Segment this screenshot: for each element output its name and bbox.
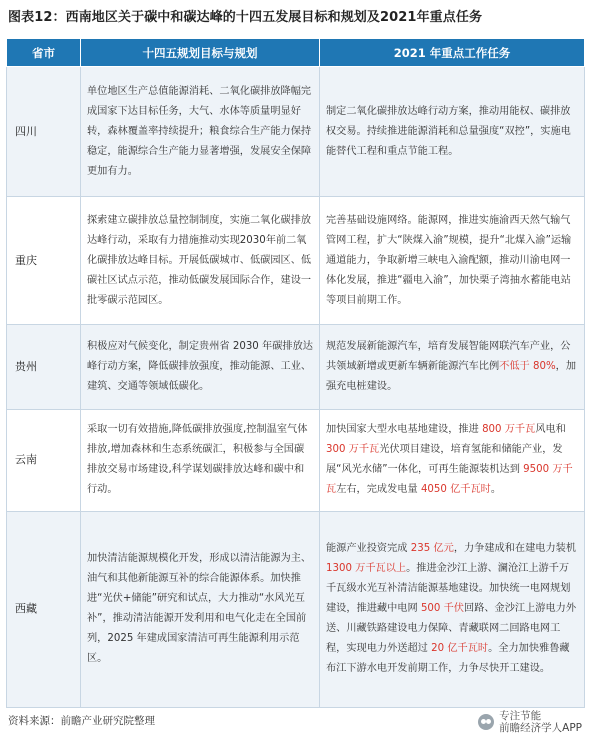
watermark-text	[499, 710, 582, 734]
row-plan: 加快清洁能源规模化开发，形成以清洁能源为主、油气和其他新能源互补的综合能源体系。加快推进“光伏+储能”研究和试点，大力推动“水风光互补”，推动清洁能源开发利用和电气化走在全国前列，2025 年建成国家清洁可再生能源利用示范区。	[81, 511, 320, 707]
row-tasks	[320, 409, 585, 511]
task-text: ，力争建成和在建电力装机	[453, 543, 577, 555]
task-text: 制定二氧化碳排放达峰行动方案，推动用能权、碳排放权交易。持续推进能源消耗和总量强度“双控”，实施电能替代工程和重点节能工程。	[326, 105, 571, 157]
task-text: 光伏项目建设，培育氢能和储能产业，发展“风光水储”一体化，可再生能源装机达到	[326, 444, 563, 476]
task-text: ，加强充电桩建设。	[326, 360, 577, 392]
highlight-value: 不低于 80%	[499, 360, 556, 372]
row-tasks	[320, 511, 585, 707]
table-header-row	[7, 39, 585, 67]
watermark	[478, 710, 582, 734]
table-row	[7, 197, 585, 325]
table-row	[7, 511, 585, 707]
row-province: 云南	[7, 409, 81, 511]
wechat-icon	[478, 714, 494, 730]
row-province: 重庆	[7, 197, 81, 325]
task-text: 能源产业投资完成	[326, 543, 411, 555]
watermark-name: 专注节能	[499, 710, 542, 722]
header-province: 省市	[7, 39, 81, 67]
highlight-value: 4050 亿千瓦时	[420, 484, 491, 496]
source-note: 资料来源：前瞻产业研究院整理	[8, 715, 155, 727]
highlight-value: 1300 万千瓦以上	[326, 563, 407, 575]
task-text: 。	[490, 484, 502, 496]
targets-table	[6, 38, 585, 708]
task-text: 加快国家大型水电基地建设，推进	[326, 424, 483, 436]
table-row	[7, 67, 585, 197]
row-province: 四川	[7, 67, 81, 197]
highlight-value: 300 万千瓦	[326, 444, 380, 456]
chart-title: 图表12：西南地区关于碳中和碳达峰的十四五发展目标和规划及2021年重点任务	[8, 10, 483, 25]
task-text: 规范发展新能源汽车，培育发展智能网联汽车产业，公共领域新增或更新车辆新能源汽车比例	[326, 340, 571, 372]
row-province: 西藏	[7, 511, 81, 707]
table-row	[7, 325, 585, 409]
row-plan: 探索建立碳排放总量控制制度，实施二氧化碳排放达峰行动，采取有力措施推动实现2030年前二氧化碳排放达峰目标。开展低碳城市、低碳园区、低碳社区试点示范，推动低碳发展国际合作，建设一批零碳示范园区。	[81, 197, 320, 325]
highlight-value: 20 亿千瓦时	[431, 643, 489, 655]
row-plan: 采取一切有效措施,降低碳排放强度,控制温室气体排放,增加森林和生态系统碳汇，积极参与全国碳排放交易市场建设,科学谋划碳排放达峰和碳中和行动。	[81, 409, 320, 511]
table-row	[7, 409, 585, 511]
header-plan: 十四五规划目标与规划	[81, 39, 320, 67]
task-text: 回路、金沙江上游电力外送、川藏铁路建设电力保障、青藏联网二回路电网工程，实现电力外送超过	[326, 603, 577, 655]
task-text: 完善基础设施网络。能源网，推进实施渝西天然气输气管网工程，扩大“陕煤入渝”规模，提升“北煤入渝”运输通道能力，争取新增三峡电入渝配额，推动川渝电网一体化发展，推进“疆电入渝”，加快栗子湾抽水蓄能电站等项目前期工作。	[326, 214, 572, 306]
task-text: 。全力加快雅鲁藏布江下游水电开发前期工作，力争尽快开工建设。	[326, 643, 570, 675]
row-tasks	[320, 325, 585, 409]
highlight-value: 235 亿元	[410, 543, 454, 555]
header-tasks: 2021 年重点工作任务	[320, 39, 585, 67]
highlight-value: 9500 万千瓦	[326, 464, 573, 496]
task-text: 左右，完成发电量	[336, 484, 421, 496]
highlight-value: 800 万千瓦	[482, 424, 536, 436]
watermark-sub: 前瞻经济学人APP	[499, 722, 582, 734]
row-tasks	[320, 67, 585, 197]
row-plan: 积极应对气候变化，制定贵州省 2030 年碳排放达峰行动方案，降低碳排放强度，推动能源、工业、建筑、交通等领域低碳化。	[81, 325, 320, 409]
highlight-value: 500 千伏	[420, 603, 464, 615]
row-tasks	[320, 197, 585, 325]
task-text: 风电和	[535, 424, 566, 436]
row-province: 贵州	[7, 325, 81, 409]
row-plan: 单位地区生产总值能源消耗、二氧化碳排放降幅完成国家下达目标任务，大气、水体等质量明显好转，森林覆盖率持续提升；粮食综合生产能力保持稳定，能源综合生产能力显著增强，发展安全保障更加有力。	[81, 67, 320, 197]
task-text: 。推进金沙江上游、澜沧江上游千万千瓦级水光互补清洁能源基地建设。加快统一电网规划建设，推进藏中电网	[326, 563, 571, 615]
